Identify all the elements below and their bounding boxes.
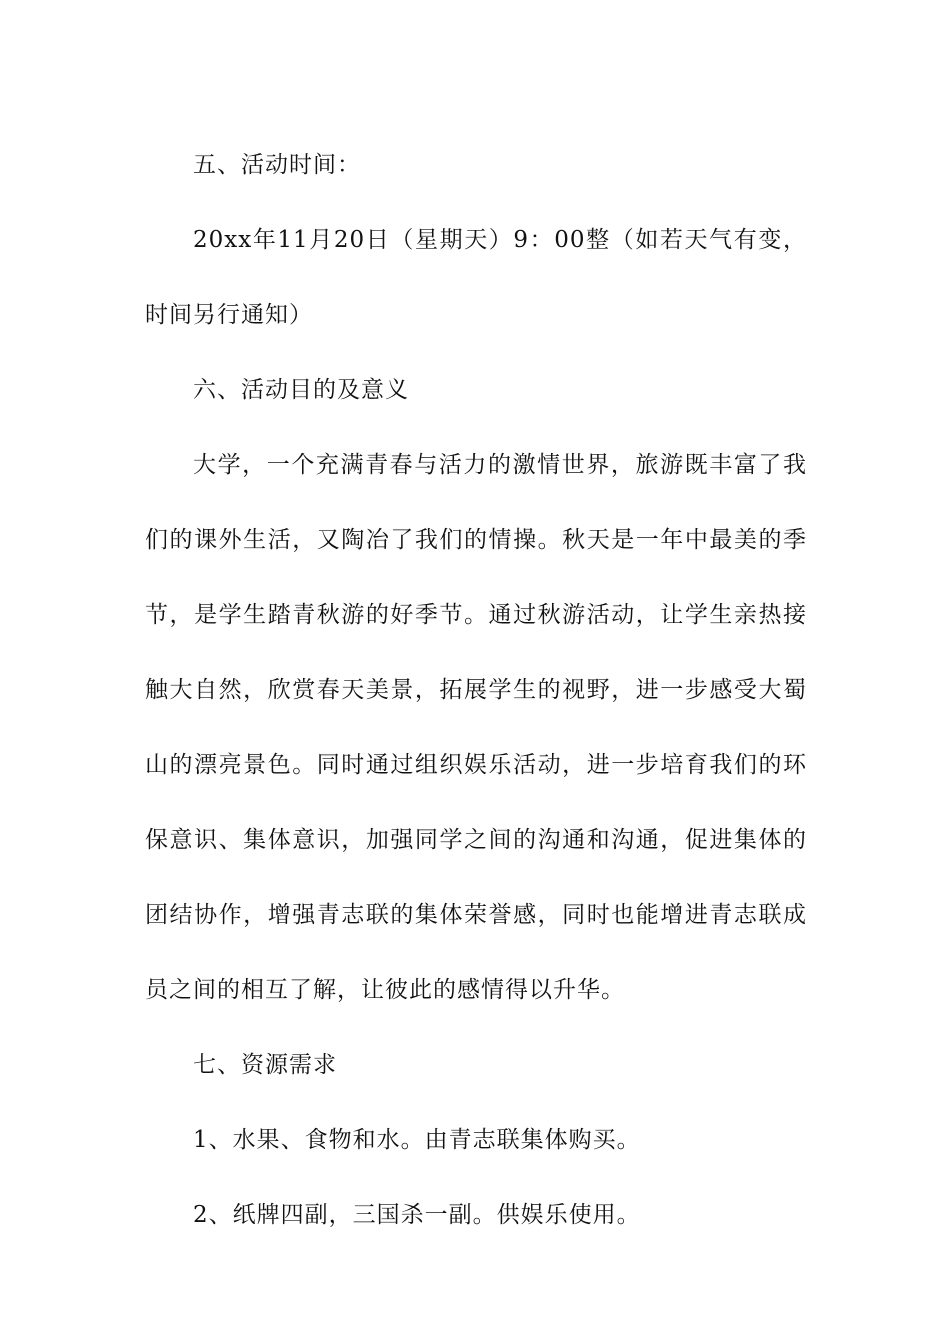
section-heading-purpose: 六、活动目的及意义: [193, 377, 409, 403]
section-heading-resources: 七、资源需求: [193, 1052, 337, 1078]
time-paragraph: 20xx年11月20日（星期天）9：00整（如若天气有变，时间另行通知）: [145, 227, 807, 328]
document-body: [145, 128, 807, 1253]
purpose-paragraph: 大学，一个充满青春与活力的激情世界，旅游既丰富了我们的课外生活，又陶冶了我们的情操。秋天是一年中最美的季节，是学生踏青秋游的好季节。通过秋游活动，让学生亲热接触大自然，欣赏春天美景，拓展学生的视野，进一步感受大蜀山的漂亮景色。同时通过组织娱乐活动，进一步培育我们的环保意识、集体意识，加强同学之间的沟通和沟通，促进集体的团结协作，增强青志联的集体荣誉感，同时也能增进青志联成员之间的相互了解，让彼此的感情得以升华。: [145, 452, 807, 1003]
resource-item-2: 2、纸牌四副，三国杀一副。供娱乐使用。: [193, 1202, 641, 1228]
resource-item-1: 1、水果、食物和水。由青志联集体购买。: [193, 1127, 641, 1153]
section-heading-time: 五、活动时间：: [193, 152, 361, 178]
